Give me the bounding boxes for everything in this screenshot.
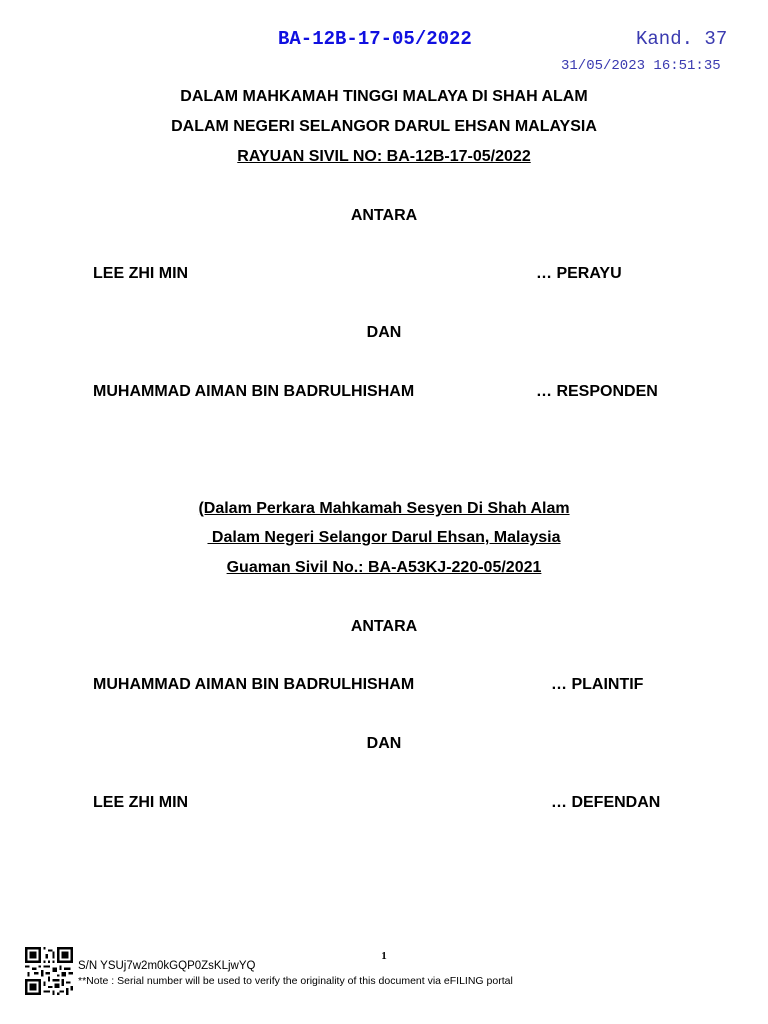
- appellant-role: … PERAYU: [536, 265, 622, 282]
- serial-note: **Note : Serial number will be used to verify the originality of this document via eFILING portal: [78, 975, 513, 987]
- lower-court-dan: DAN: [366, 735, 402, 752]
- defendant-role: … DEFENDAN: [551, 794, 661, 811]
- court-heading-line2: DALAM NEGERI SELANGOR DARUL EHSAN MALAYSIA: [171, 118, 597, 135]
- defendant-name: LEE ZHI MIN: [93, 794, 189, 811]
- lower-court-line2: Dalam Negeri Selangor Darul Ehsan, Malaysia: [207, 529, 561, 546]
- filing-case-number: BA-12B-17-05/2022: [278, 28, 472, 50]
- filing-datetime: 31/05/2023 16:51:35: [561, 58, 721, 74]
- appeal-case-number: RAYUAN SIVIL NO: BA-12B-17-05/2022: [237, 148, 531, 165]
- appeal-dan: DAN: [366, 324, 402, 341]
- filing-kand-number: Kand. 37: [636, 28, 728, 50]
- qr-code-icon: [25, 947, 73, 995]
- appellant-name: LEE ZHI MIN: [93, 265, 189, 282]
- page-number: 1: [381, 950, 387, 962]
- serial-number: S/N YSUj7w2m0kGQP0ZsKLjwYQ: [78, 960, 256, 972]
- lower-court-line1: (Dalam Perkara Mahkamah Sesyen Di Shah Alam: [198, 500, 570, 517]
- plaintiff-role: … PLAINTIF: [551, 676, 644, 693]
- court-heading-line1: DALAM MAHKAMAH TINGGI MALAYA DI SHAH ALAM: [180, 88, 588, 105]
- appeal-antara: ANTARA: [350, 207, 418, 224]
- plaintiff-name: MUHAMMAD AIMAN BIN BADRULHISHAM: [93, 676, 415, 693]
- lower-court-antara: ANTARA: [350, 618, 418, 635]
- respondent-name: MUHAMMAD AIMAN BIN BADRULHISHAM: [93, 383, 415, 400]
- respondent-role: … RESPONDEN: [536, 383, 658, 400]
- lower-court-case-number: Guaman Sivil No.: BA-A53KJ-220-05/2021: [226, 559, 542, 576]
